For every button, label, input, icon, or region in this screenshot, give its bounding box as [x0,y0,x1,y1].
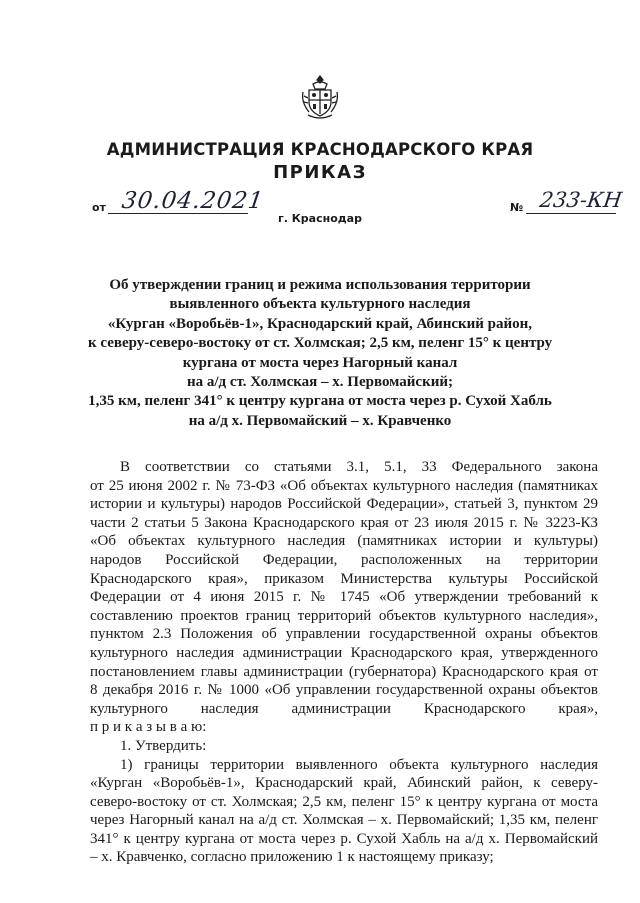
body-line: Краснодарского края», приказом Министерства культуры Российской [90,570,598,587]
body-line: пунктом 2.3 Положения об управлении государственной охраны объектов [90,626,598,643]
body-line: составлению проектов границ территорий объектов культурного наследия», [90,607,598,624]
document-type: ПРИКАЗ [273,162,367,183]
title-line: к северу-северо-востоку от ст. Холмская; 2,5 км, пеленг 15° к центру [88,335,553,352]
body-line: 341° к центру кургана от моста через р. Сухой Хабль на а/д х. Первомайский [90,830,598,847]
body-line: культурного наследия администрации Краснодарского края, утвержденного [90,644,598,661]
body-line: народов Российской Федерации, расположенных на территории [90,551,598,568]
document-body [90,458,598,867]
city-name: г. Краснодар [278,212,362,225]
body-line: 8 декабря 2016 г. № 1000 «Об управлении государственной охраны объектов [90,682,598,699]
handwritten-date: 30.04.2021 [120,188,266,214]
body-line: северо-востоку от ст. Холмская; 2,5 км, пеленг 15° к центру кургана от моста [90,793,598,810]
body-line: культурного наследия администрации Краснодарского края», [90,700,598,717]
body-line: через Нагорный канал на а/д ст. Холмская – х. Первомайский; 1,35 км, пеленг [90,812,598,829]
body-line: Федерации от 4 июня 2015 г. № 1745 «Об утверждении требований к [90,589,598,606]
krasnodar-coat-of-arms-icon [300,74,340,120]
date-label: от [92,201,106,214]
body-line-decree: п р и к а з ы в а ю: [90,719,207,736]
body-line: от 25 июня 2002 г. № 73-ФЗ «Об объектах культурного наследия (памятниках [90,477,598,494]
body-line: истории и культуры) народов Российской Федерации», статьей 3, пунктом 29 [90,496,598,513]
title-line: Об утверждении границ и режима использования территории [109,277,531,293]
title-line: на а/д ст. Холмская – х. Первомайский; [186,374,453,391]
body-line: В соответствии со статьями 3.1, 5.1, 33 Федерального закона [120,459,598,475]
item-1-heading: 1. Утвердить: [120,737,207,754]
title-line: на а/д х. Первомайский – х. Кравченко [188,412,452,429]
title-line: выявленного объекта культурного наследия [169,296,471,313]
body-line: – х. Кравченко, согласно приложению 1 к настоящему приказу; [90,849,494,866]
title-line: 1,35 км, пеленг 341° к центру кургана от моста через р. Сухой Хабль [88,393,552,410]
body-line: постановлением главы администрации (губернатора) Краснодарского края от [90,663,598,680]
title-line: кургана от моста через Нагорный канал [182,354,458,371]
handwritten-number: 233-КН [538,188,624,212]
document-title [88,276,552,431]
body-line: «Курган «Воробьёв-1», Краснодарский край, Абинский район, к северу- [90,775,598,792]
number-label: № [510,201,524,214]
organization-name: АДМИНИСТРАЦИЯ КРАСНОДАРСКОГО КРАЯ [106,140,534,159]
body-line: «Об объектах культурного наследия (памятниках истории и культуры) [90,533,598,550]
body-line: 1) границы территории выявленного объекта культурного наследия [120,756,598,773]
body-line: части 2 статьи 5 Закона Краснодарского края от 23 июля 2015 г. № 3223-КЗ [90,514,598,531]
title-line: «Курган «Воробьёв-1», Краснодарский край, Абинский район, [107,315,533,332]
